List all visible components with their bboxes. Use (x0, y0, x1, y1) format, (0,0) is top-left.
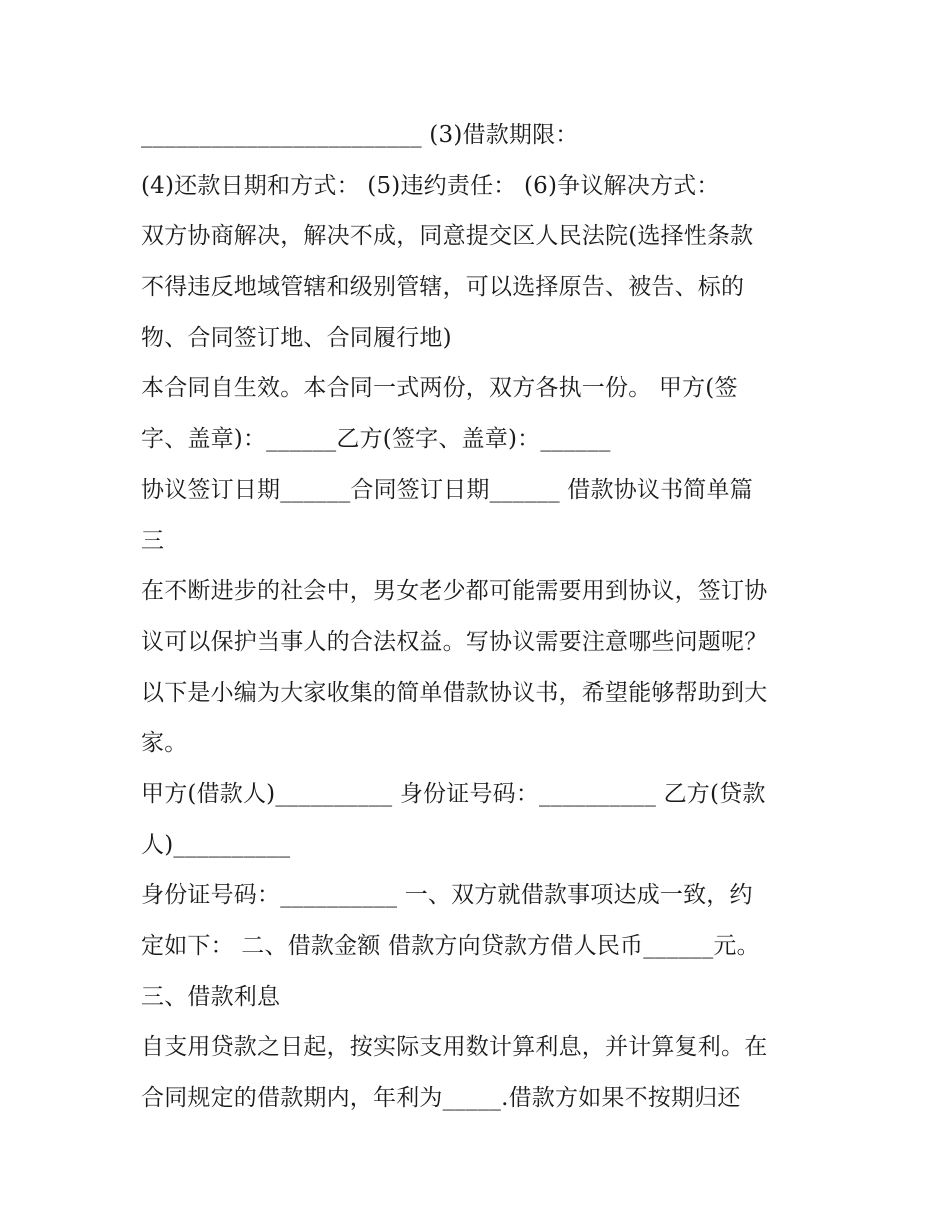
text-line: 以下是小编为大家收集的简单借款协议书，希望能够帮助到大 (141, 679, 768, 706)
text-line: 本合同自生效。本合同一式两份，双方各执一份。 甲方(签 (141, 375, 738, 402)
text-line: 家。 (141, 730, 188, 757)
text-line: 议可以保护当事人的合法权益。写协议需要注意哪些问题呢？ (141, 628, 768, 655)
text-line: 定如下： 二、借款金额 借款方向贷款方借人民币______元。 (141, 933, 760, 959)
text-line: 双方协商解决，解决不成，同意提交区人民法院(选择性条款 (141, 223, 754, 250)
text-line: 不得违反地域管辖和级别管辖，可以选择原告、被告、标的 (141, 274, 745, 301)
text-line: 自支用贷款之日起，按实际支用数计算利息，并计算复利。在 (141, 1034, 768, 1061)
text-line: 物、合同签订地、合同履行地) (141, 324, 452, 351)
text-line: 身份证号码：__________ 一、双方就借款事项达成一致，约 (141, 882, 753, 909)
text-line: 字、盖章)：______乙方(签字、盖章)：______ (141, 426, 611, 453)
text-line: ________________________ (3)借款期限： (141, 122, 579, 148)
document-body (141, 110, 821, 1124)
text-line: 协议签订日期______合同签订日期______ 借款协议书简单篇 (141, 476, 753, 503)
text-line: 在不断进步的社会中，男女老少都可能需要用到协议，签订协 (141, 578, 768, 605)
clause-heading: 三、借款利息 (141, 983, 281, 1010)
text-line: 甲方(借款人)__________ 身份证号码：__________ 乙方(贷款 (141, 780, 766, 807)
text-line: 合同规定的借款期内，年利为_____.借款方如果不按期归还 (141, 1085, 741, 1112)
text-line: 人)__________ (141, 831, 291, 858)
text-line: (4)还款日期和方式： (5)违约责任： (6)争议解决方式： (141, 172, 720, 199)
section-heading: 三 (141, 527, 165, 554)
